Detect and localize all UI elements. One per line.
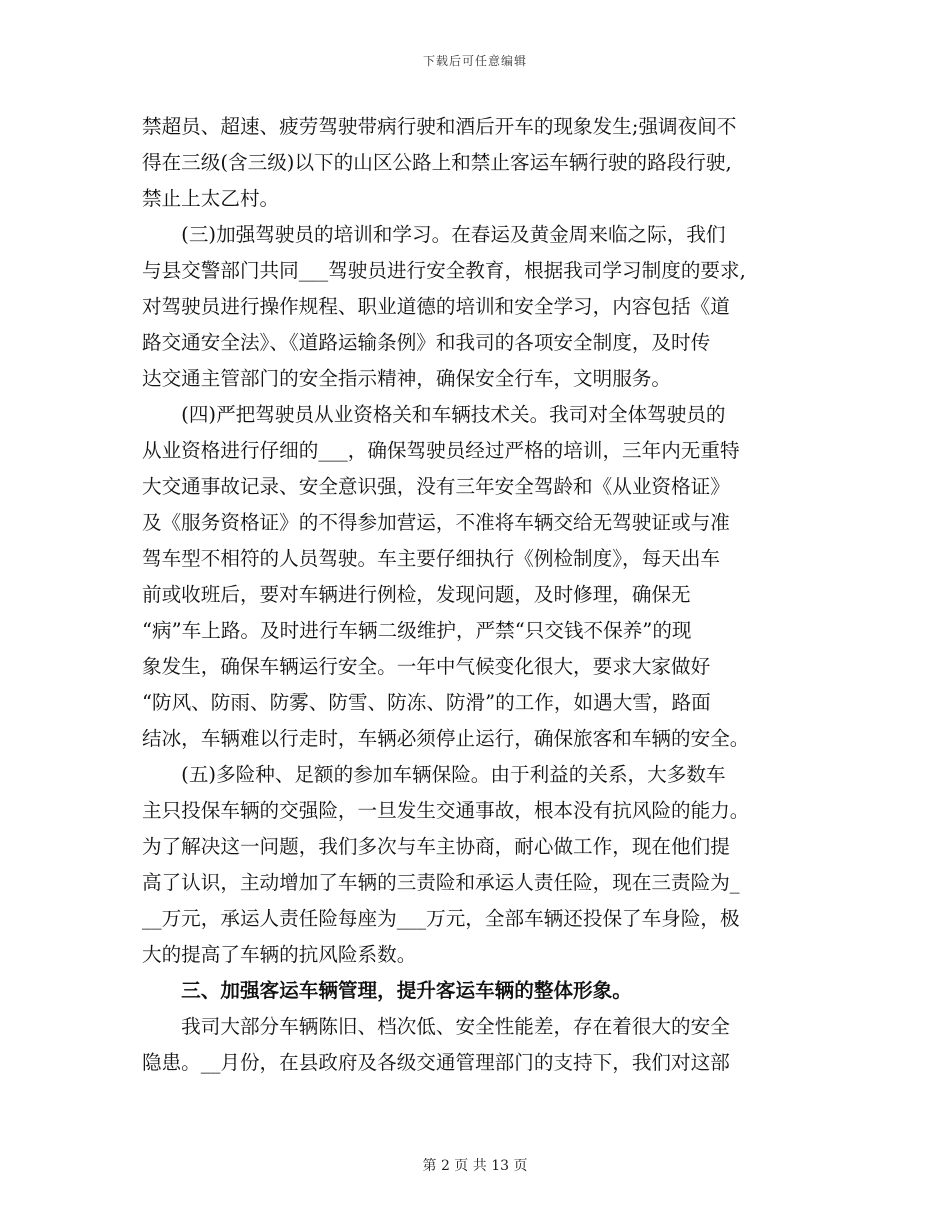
text-line: 对驾驶员进行操作规程、职业道德的培训和安全学习，内容包括《道 <box>142 295 730 318</box>
section-heading: 三、加强客运车辆管理，提升客运车辆的整体形象。 <box>142 979 632 1002</box>
text-line: 得在三级(含三级)以下的山区公路上和禁止客运车辆行驶的路段行驶, <box>142 151 732 174</box>
text-line: “防风、防雨、防雾、防雪、防冻、防滑”的工作，如遇大雪，路面 <box>142 691 711 714</box>
text-line: (四)严把驾驶员从业资格关和车辆技术关。我司对全体驾驶员的 <box>142 403 726 426</box>
text-line: (三)加强驾驶员的培训和学习。在春运及黄金周来临之际，我们 <box>142 223 726 246</box>
text-line: 结冰，车辆难以行走时，车辆必须停止运行，确保旅客和车辆的安全。 <box>142 727 750 750</box>
text-line: 达交通主管部门的安全指示精神，确保安全行车，文明服务。 <box>142 367 672 390</box>
text-line: 高了认识，主动增加了车辆的三责险和承运人责任险，现在三责险为_ <box>142 871 740 894</box>
text-line: 禁止上太乙村。 <box>142 187 280 210</box>
text-line: 与县交警部门共同___驾驶员进行安全教育，根据我司学习制度的要求, <box>142 259 746 282</box>
text-line: “病”车上路。及时进行车辆二级维护，严禁“只交钱不保养”的现 <box>142 619 692 642</box>
text-line: 禁超员、超速、疲劳驾驶带病行驶和酒后开车的现象发生;强调夜间不 <box>142 115 737 138</box>
text-line: 大的提高了车辆的抗风险系数。 <box>142 943 417 966</box>
text-line: 象发生，确保车辆运行安全。一年中气候变化很大，要求大家做好 <box>142 655 711 678</box>
text-line: __万元，承运人责任险每座为___万元，全部车辆还投保了车身险，极 <box>142 907 740 930</box>
document-body <box>142 109 810 1081</box>
text-line: 及《服务资格证》的不得参加营运，不准将车辆交给无驾驶证或与准 <box>142 511 730 534</box>
text-line: (五)多险种、足额的参加车辆保险。由于利益的关系，大多数车 <box>142 763 726 786</box>
text-line: 前或收班后，要对车辆进行例检，发现问题，及时修理，确保无 <box>142 583 691 606</box>
text-line: 驾车型不相符的人员驾驶。车主要仔细执行《例检制度》，每天出车 <box>142 547 721 570</box>
text-line: 隐患。__月份，在县政府及各级交通管理部门的支持下，我们对这部 <box>142 1051 730 1074</box>
text-line: 我司大部分车辆陈旧、档次低、安全性能差，存在着很大的安全 <box>142 1015 730 1038</box>
text-line: 大交通事故记录、安全意识强，没有三年安全驾龄和《从业资格证》 <box>142 475 730 498</box>
text-line: 从业资格进行仔细的___，确保驾驶员经过严格的培训，三年内无重特 <box>142 439 740 462</box>
text-line: 路交通安全法》、《道路运输条例》和我司的各项安全制度，及时传 <box>142 331 711 354</box>
page-header: 下载后可任意编辑 <box>422 54 527 68</box>
text-line: 为了解决这一问题，我们多次与车主协商，耐心做工作，现在他们提 <box>142 835 730 858</box>
text-line: 主只投保车辆的交强险，一旦发生交通事故，根本没有抗风险的能力。 <box>142 799 750 822</box>
page-number: 第 2 页 共 13 页 <box>422 1158 528 1174</box>
